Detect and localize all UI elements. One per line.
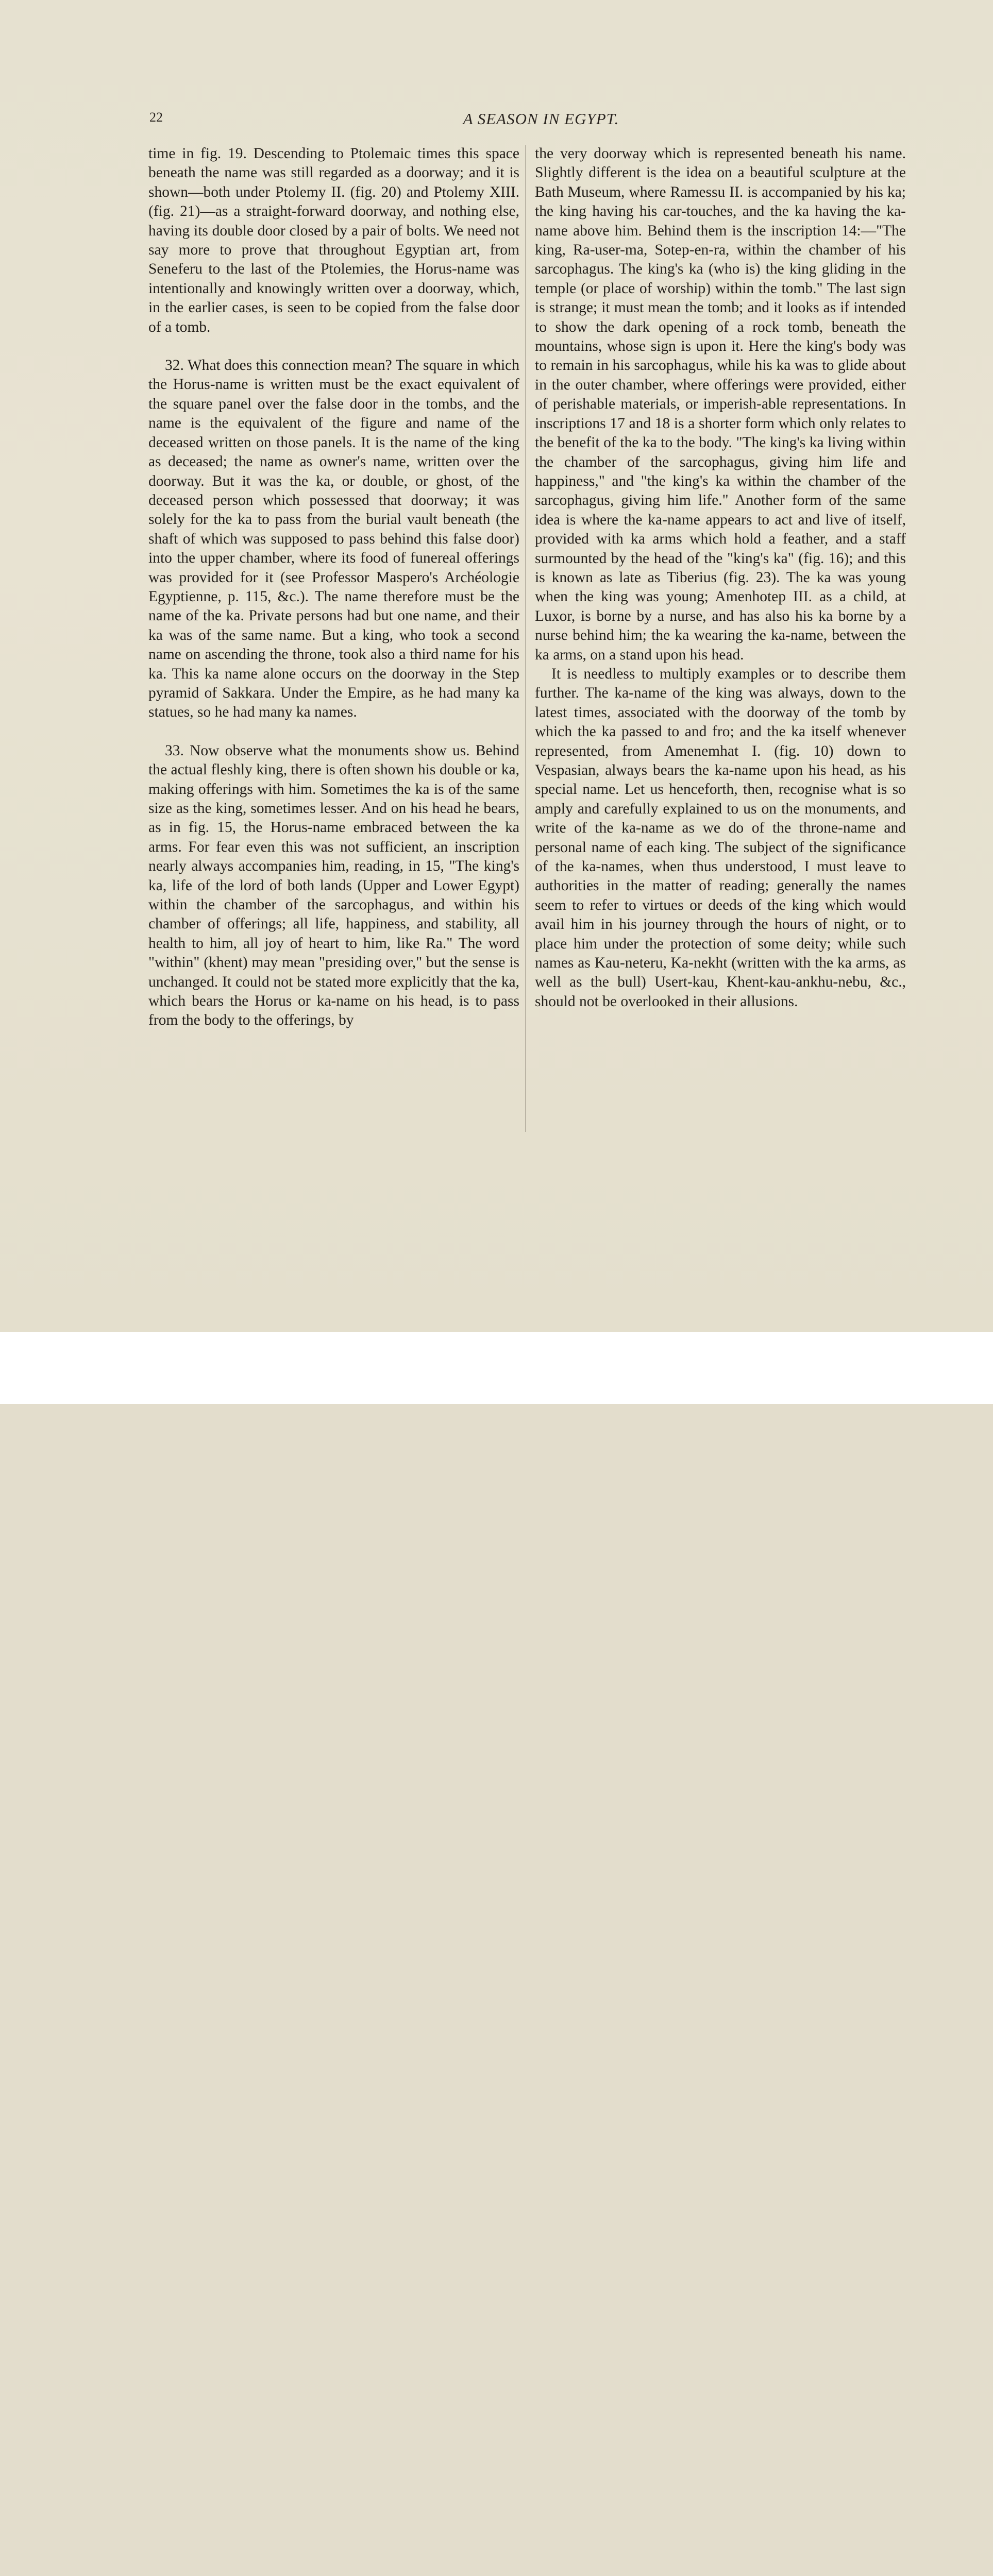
running-head: [0, 110, 993, 130]
paragraph-continued: time in fig. 19. Descending to Ptolemaic times this space beneath the name was still regarded as a doorway; and it is shown—both under Ptolemy II. (fig. 20) and Ptolemy XIII. (fig. 21)—as a straight-forward doorway, and nothing else, having its double door closed by a pair of bolts. We need not say more to prove that throughout Egyptian art, from Seneferu to the last of the Ptolemies, the Horus-name was intentionally and knowingly written over a doorway, which, in the earlier cases, is seen to be copied from the false door of a tomb.: [148, 145, 519, 335]
footer-bar: [0, 1332, 993, 1404]
paragraph-33: 33. Now observe what the monuments show us. Behind the actual fleshly king, there is often shown his double or ka, making offerings with him. Sometimes the ka is of the same size as the king, sometimes lesser. And on his head he bears, as in fig. 15, the Horus-name embraced between the ka arms. For fear even this was not sufficient, an inscription nearly always accompanies him, reading, in 15, "The king's ka, life of the lord of both lands (Upper and Lower Egypt) within the chamber of the sarcophagus, and within his chamber of offerings; all life, happiness, and stability, all health to him, all joy of heart to him, like Ra." The word "within" (khent) may mean "presiding over," but the sense is unchanged. It could not be stated more explicitly that the ka, which bears the Horus or ka-name on his head, is to pass from the body to the offerings, by: [148, 742, 519, 1029]
paragraph-continued: the very doorway which is represented beneath his name. Slightly different is the idea on a beautiful sculpture at the Bath Museum, where Ramessu II. is accompanied by his ka; the king having his car-touches, and the ka having the ka-name above him. Behind them is the inscription 14:—"The king, Ra-user-ma, Sotep-en-ra, within the chamber of his sarcophagus. The king's ka (who is) the king gliding in the temple (or place of worship) within the tomb." The last sign is strange; it must mean the tomb; and it looks as if intended to show the dark opening of a rock tomb, beneath the mountains, whose sign is upon it. Here the king's body was to remain in his sarcophagus, while his ka was to glide about in the outer chamber, where offerings were provided, either of perishable materials, or imperish-able representations. In inscriptions 17 and 18 is a shorter form which only relates to the benefit of the ka to the body. "The king's ka living within the chamber of the sarcophagus, giving him life and happiness," and "the king's ka within the chamber of the sarcophagus, giving him life." Another form of the same idea is where the ka-name appears to act and live of itself, provided with ka arms which hold a feather, and a staff surmounted by the head of the "king's ka" (fig. 16); and this is known as late as Tiberius (fig. 23). The ka was young when the king was young; Amenhotep III. as a child, at Luxor, is borne by a nurse, and has also his ka borne by a nurse behind him; the ka wearing the ka-name, between the ka arms, on a stand upon his head.: [535, 145, 906, 663]
right-column: [535, 144, 906, 1011]
paragraph-32: 32. What does this connection mean? The square in which the Horus-name is written must be the exact equivalent of the square panel over the false door in the tombs, and the name is the equivalent of the figure and name of the deceased written on those panels. It is the name of the king as deceased; the name as owner's name, written over the doorway. But it was the ka, or double, or ghost, of the deceased person which possessed that doorway; it was solely for the ka to pass from the burial vault beneath (the shaft of which was supposed to pass behind this false door) into the upper chamber, where its food of funereal offerings was provided for it (see Professor Maspero's Archéologie Egyptienne, p. 115, &c.). The name therefore must be the name of the ka. Private persons had but one name, and their ka was of the same name. But a king, who took a second name on ascending the throne, took also a third name for his ka. This ka name alone occurs on the doorway in the Step pyramid of Sakkara. Under the Empire, as he had many ka statues, so he had many ka names.: [148, 357, 519, 721]
paragraph-conclusion: It is needless to multiply examples or to describe them further. The ka-name of the king was always, down to the latest times, associated with the doorway of the tomb by which the ka passed to and fro; and the ka itself whenever represented, from Amenemhat I. (fig. 10) down to Vespasian, always bears the ka-name upon his head, as his special name. Let us henceforth, then, recognise what is so amply and carefully explained to us on the monuments, and write of the ka-name as we do of the throne-name and personal name of each king. The subject of the significance of the ka-names, when thus understood, I must leave to authorities in the matter of reading; generally the names seem to refer to virtues or deeds of the king which would avail him in his journey through the hours of night, or to place him under the protection of some deity; while such names as Kau-neteru, Ka-nekht (written with the ka arms, as well as the bull) Usert-kau, Khent-kau-ankhu-nebu, &c., should not be overlooked in their allusions.: [535, 665, 906, 1010]
page-number: 22: [149, 110, 163, 125]
left-column: [148, 144, 519, 1030]
running-title: A SEASON IN EGYPT.: [463, 110, 619, 128]
